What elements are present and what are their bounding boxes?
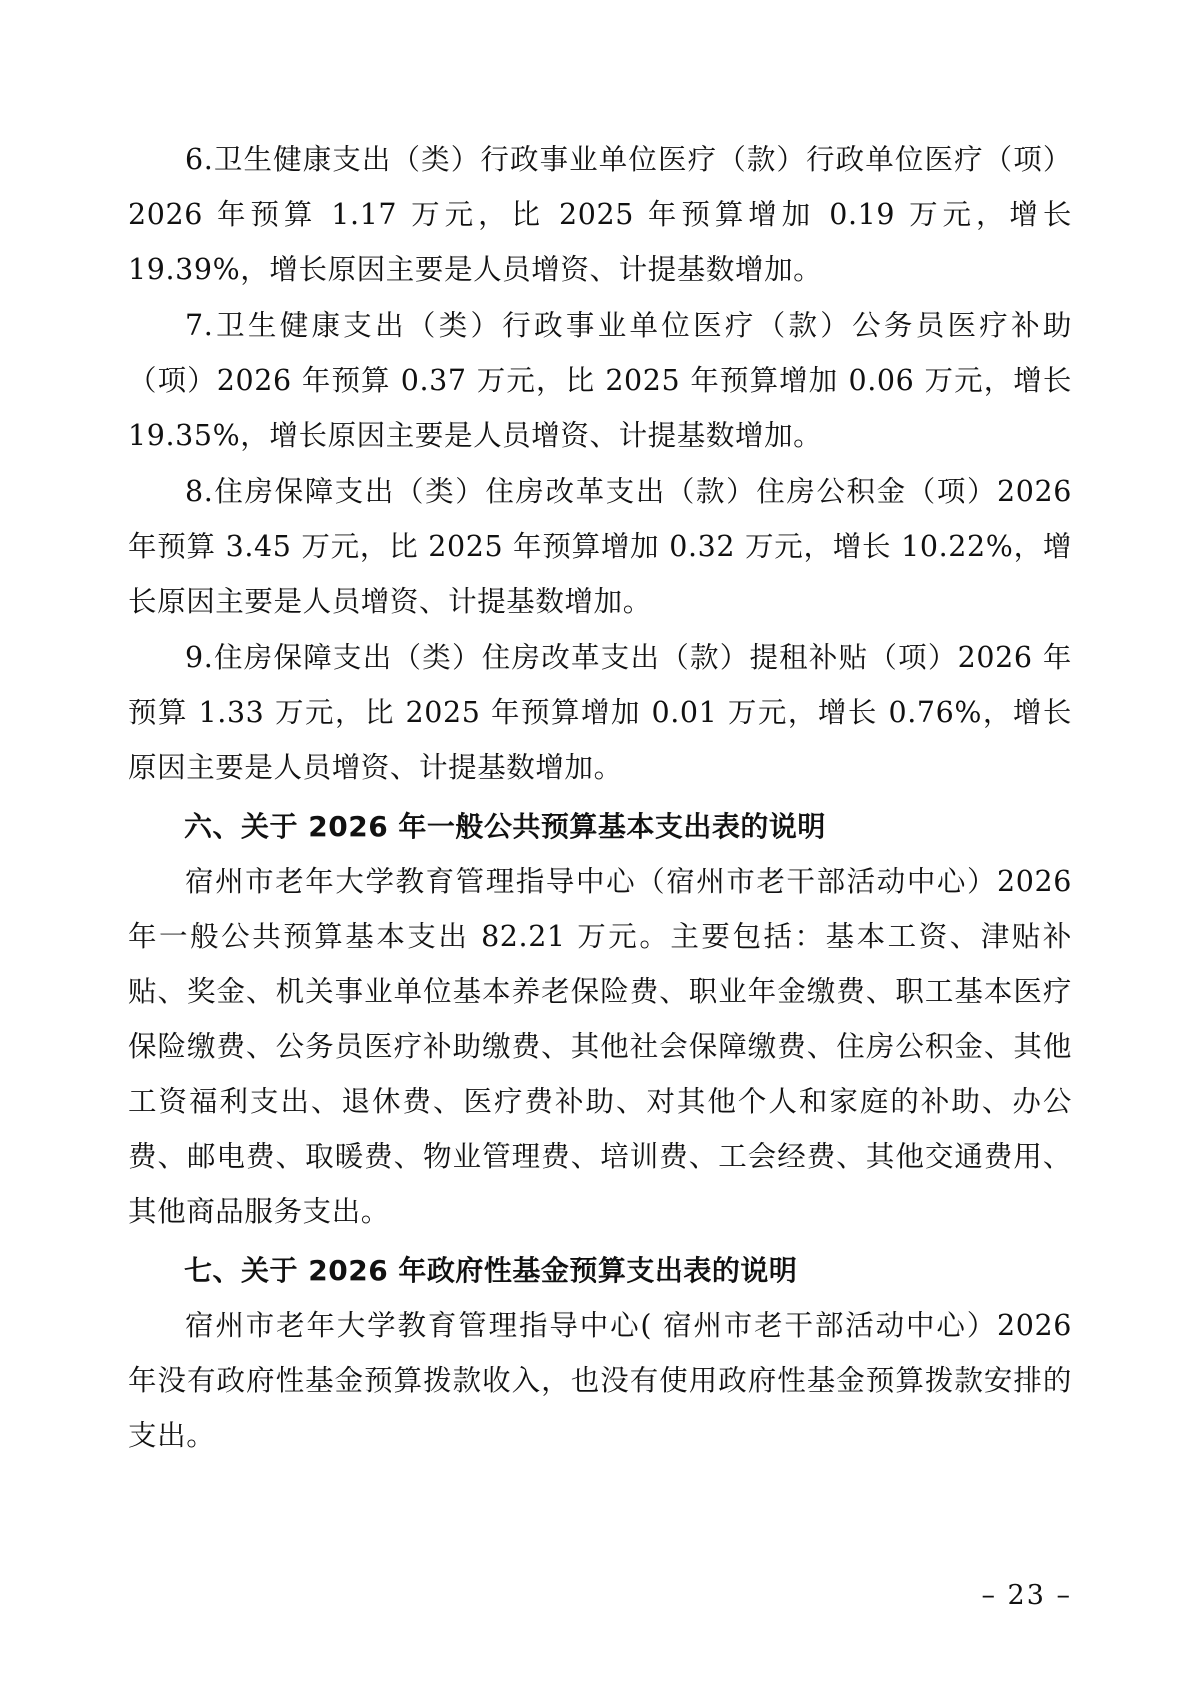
paragraph-item-8: 8.住房保障支出（类）住房改革支出（款）住房公积金（项）2026 年预算 3.45 万元，比 2025 年预算增加 0.32 万元，增长 10.22%，增长原因主要是人员增资、计提基数增加。 — [128, 475, 1072, 618]
paragraph-item-7: 7.卫生健康支出（类）行政事业单位医疗（款）公务员医疗补助（项）2026 年预算 0.37 万元，比 2025 年预算增加 0.06 万元，增长 19.35%，增长原因主要是人员增资、计提基数增加。 — [128, 309, 1072, 452]
page-number: – 23 – — [981, 1580, 1072, 1611]
section-six-body: 宿州市老年大学教育管理指导中心（宿州市老干部活动中心）2026 年一般公共预算基本支出 82.21 万元。主要包括：基本工资、津贴补贴、奖金、机关事业单位基本养老保险费、职业年金缴费、职工基本医疗保险缴费、公务员医疗补助缴费、其他社会保障缴费、住房公积金、其他工资福利支出、退休费、医疗费补助、对其他个人和家庭的补助、办公费、邮电费、取暖费、物业管理费、培训费、工会经费、其他交通费用、其他商品服务支出。 — [128, 865, 1072, 1228]
section-seven-body: 宿州市老年大学教育管理指导中心( 宿州市老干部活动中心）2026 年没有政府性基金预算拨款收入，也没有使用政府性基金预算拨款安排的支出。 — [128, 1309, 1072, 1452]
section-heading-six: 六、关于 2026 年一般公共预算基本支出表的说明 — [184, 810, 826, 843]
paragraph-item-6: 6.卫生健康支出（类）行政事业单位医疗（款）行政单位医疗（项）2026 年预算 1.17 万元，比 2025 年预算增加 0.19 万元，增长 19.39%，增长原因主要是人员增资、计提基数增加。 — [128, 143, 1072, 286]
section-heading-seven: 七、关于 2026 年政府性基金预算支出表的说明 — [184, 1254, 798, 1287]
paragraph-item-9: 9.住房保障支出（类）住房改革支出（款）提租补贴（项）2026 年预算 1.33 万元，比 2025 年预算增加 0.01 万元，增长 0.76%，增长原因主要是人员增资、计提基数增加。 — [128, 641, 1072, 784]
